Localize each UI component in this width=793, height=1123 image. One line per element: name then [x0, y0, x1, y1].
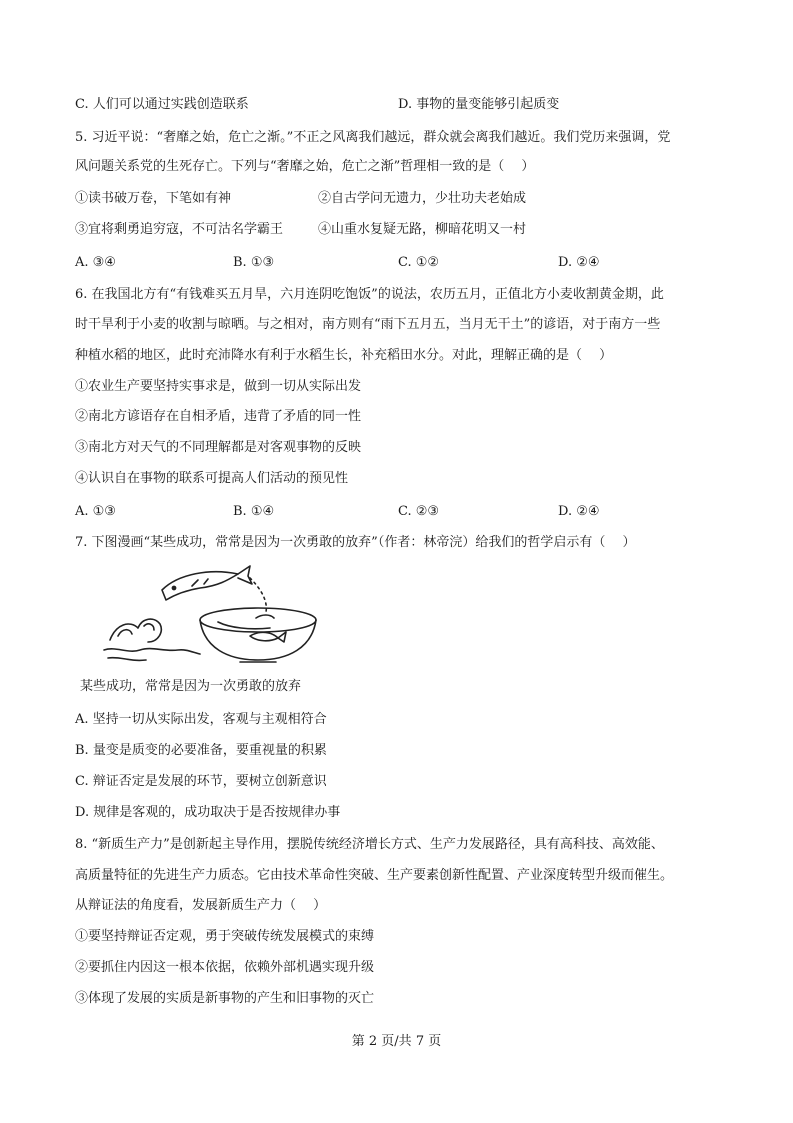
q5-stem-line2: 风问题关系党的生死存亡。下列与“奢靡之始，危亡之渐”哲理相一致的是（ ） [75, 159, 535, 174]
q6-stem-line1: 6. 在我国北方有“有钱难买五月旱，六月连阴吃饱饭”的说法，农历五月，正值北方小麦收割黄金期，此 [75, 287, 664, 302]
q5-option-d: D. ②④ [558, 255, 600, 270]
page-number: 第 2 页/共 7 页 [351, 1034, 442, 1049]
q8-stem-line3: 从辩证法的角度看，发展新质生产力（ ） [75, 898, 327, 913]
q6-option-a: A. ①③ [75, 504, 116, 519]
q6-stem-line3: 种植水稻的地区，此时充沛降水有利于水稻生长，补充稻田水分。对此，理解正确的是（ ） [75, 348, 613, 363]
q5-statement-1: ①读书破万卷，下笔如有神 [75, 191, 232, 206]
q6-statement-3: ③南北方对天气的不同理解都是对客观事物的反映 [75, 440, 362, 455]
q6-option-c: C. ②③ [398, 504, 440, 519]
q6-statement-2: ②南北方谚语存在自相矛盾，违背了矛盾的同一性 [75, 409, 362, 424]
q5-option-b: B. ①③ [233, 255, 275, 270]
cartoon-illustration [100, 562, 340, 672]
q5-statement-4: ④山重水复疑无路，柳暗花明又一村 [318, 222, 527, 237]
q5-statement-3: ③宜将剩勇追穷寇，不可沽名学霸王 [75, 222, 284, 237]
q8-stem-line2: 高质量特征的先进生产力质态。它由技术革命性突破、生产要素创新性配置、产业深度转型升级而催生。 [75, 868, 674, 883]
q8-statement-1: ①要坚持辩证否定观，勇于突破传统发展模式的束缚 [75, 929, 375, 944]
q8-statement-3: ③体现了发展的实质是新事物的产生和旧事物的灭亡 [75, 991, 375, 1006]
q5-option-a: A. ③④ [75, 255, 116, 270]
q7-option-a: A. 坚持一切从实际出发，客观与主观相符合 [75, 712, 327, 727]
option-c: C. 人们可以通过实践创造联系 [75, 97, 249, 112]
q5-option-c: C. ①② [398, 255, 440, 270]
q8-statement-2: ②要抓住内因这一根本依据，依赖外部机遇实现升级 [75, 960, 375, 975]
cartoon-caption: 某些成功，常常是因为一次勇敢的放弃 [80, 679, 302, 694]
q6-option-d: D. ②④ [558, 504, 600, 519]
fish-leaping-into-bowl-drawing [100, 562, 340, 672]
q7-stem-line1: 7. 下图漫画“某些成功，常常是因为一次勇敢的放弃”（作者：林帝浣）给我们的哲学启示有（ ） [75, 535, 636, 550]
q7-option-c: C. 辩证否定是发展的环节，要树立创新意识 [75, 774, 327, 789]
option-d: D. 事物的量变能够引起质变 [398, 97, 560, 112]
q6-statement-4: ④认识自在事物的联系可提高人们活动的预见性 [75, 471, 349, 486]
q6-statement-1: ①农业生产要坚持实事求是，做到一切从实际出发 [75, 379, 362, 394]
q6-stem-line2: 时干旱利于小麦的收割与晾晒。与之相对，南方则有“雨下五月五，当月无干土”的谚语，对于南方一些 [75, 317, 661, 332]
q6-option-b: B. ①④ [233, 504, 275, 519]
q5-statement-2: ②自古学问无遗力，少壮功夫老始成 [318, 191, 527, 206]
q7-option-b: B. 量变是质变的必要准备，要重视量的积累 [75, 743, 327, 758]
q5-stem-line1: 5. 习近平说：“奢靡之始，危亡之渐。”不正之风离我们越远，群众就会离我们越近。我们党历来强调，党 [75, 130, 671, 145]
q7-option-d: D. 规律是客观的，成功取决于是否按规律办事 [75, 805, 341, 820]
q8-stem-line1: 8. “新质生产力”是创新起主导作用，摆脱传统经济增长方式、生产力发展路径，具有高科技、高效能、 [75, 837, 664, 852]
